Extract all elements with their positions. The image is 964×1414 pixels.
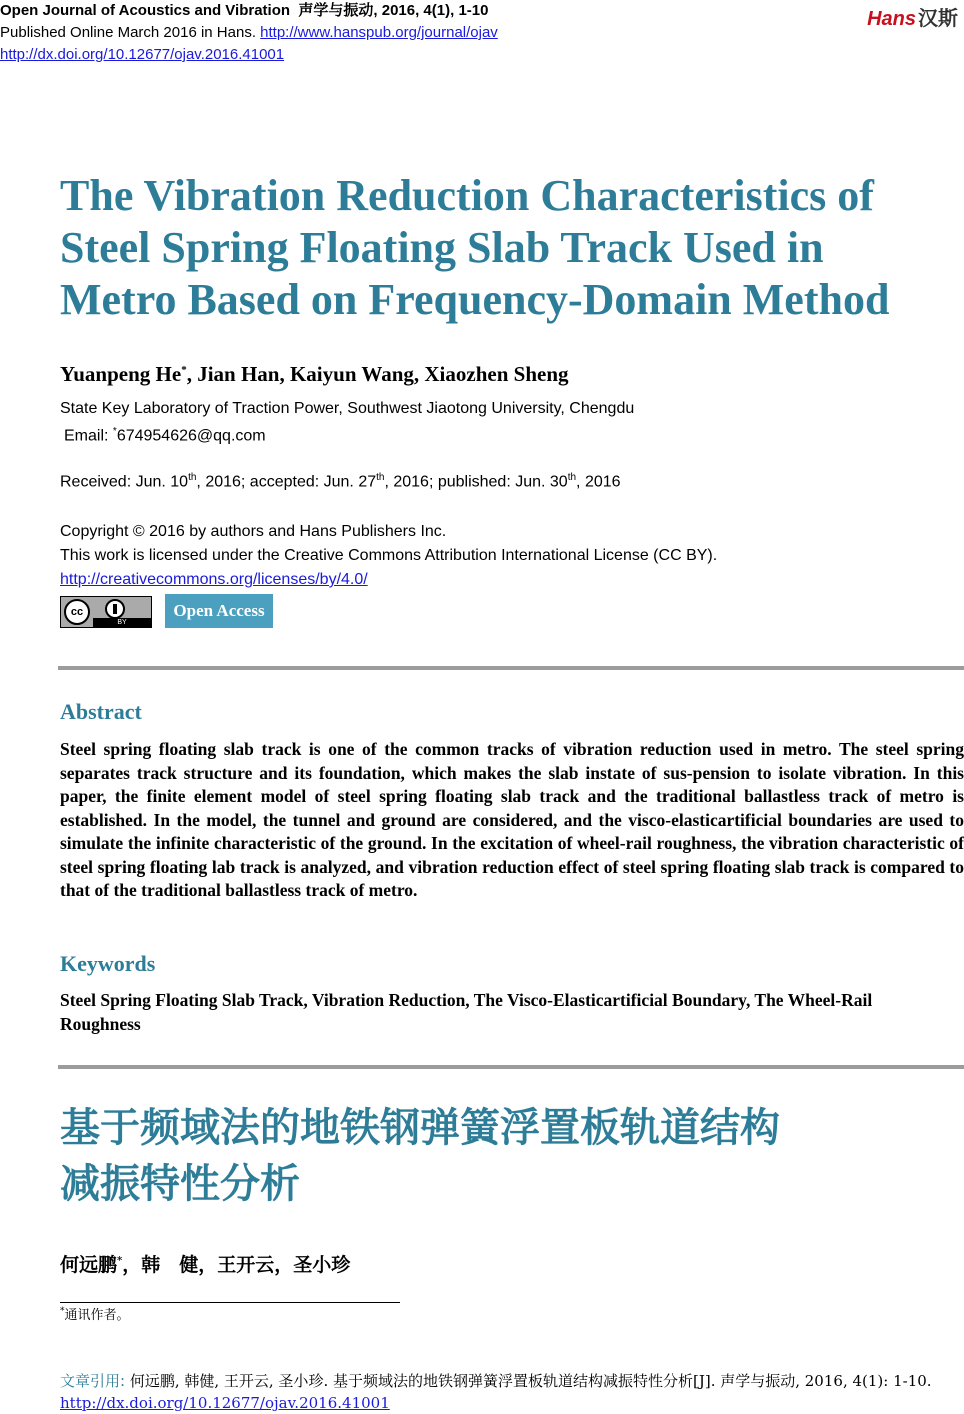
- chinese-title-line-1: 基于频域法的地铁钢弹簧浮置板轨道结构: [60, 1105, 780, 1151]
- citation-doi-link[interactable]: http://dx.doi.org/10.12677/ojav.2016.41001: [60, 1394, 390, 1412]
- author-first: Yuanpeng He: [60, 362, 182, 386]
- accepted-sup: th: [376, 472, 385, 483]
- logo-cn: 汉斯: [918, 8, 958, 30]
- abstract-text: Steel spring floating slab track is one of the common tracks of vibration reduction used in metro. The steel spring separates track structure and its foundation, which makes the slab instate of sus-pension to isolate vibration. In this paper, the finite element model of steel spring floating slab track and the traditional ballastless track of metro is established. In the model, the tunnel and ground are considered, and the visco-elasticartificial boundaries are used to simulate the infinite characteristic of the ground. In the excitation of wheel-rail roughness, the vibration characteristic of steel spring floating lab track is analyzed, and vibration reduction effect of steel spring floating slab track is compared to that of the traditional ballastless track of metro.: [60, 739, 964, 900]
- keywords-text: Steel Spring Floating Slab Track, Vibration Reduction, The Visco-Elasticartificial Boundary, The Wheel-Rail Roughness: [60, 990, 873, 1034]
- footnote: [60, 1304, 130, 1323]
- chinese-title: [60, 1100, 920, 1212]
- cc-by-badge[interactable]: [60, 596, 152, 628]
- received-sup: th: [188, 472, 197, 483]
- hans-logo: [867, 2, 958, 31]
- doi-link[interactable]: http://dx.doi.org/10.12677/ojav.2016.41001: [0, 46, 285, 63]
- by-label: BY: [93, 618, 151, 627]
- journal-line: [0, 0, 498, 22]
- dates-line: [60, 472, 621, 491]
- logo-en: Hans: [867, 8, 916, 30]
- author-rest: , Jian Han, Kaiyun Wang, Xiaozhen Sheng: [186, 362, 569, 386]
- email-label: Email:: [64, 427, 113, 445]
- journal-link[interactable]: http://www.hanspub.org/journal/ojav: [260, 24, 498, 41]
- section-divider-2: [58, 1065, 964, 1069]
- copyright-line: Copyright © 2016 by authors and Hans Publishers Inc.: [60, 523, 447, 540]
- email-address: 674954626@qq.com: [116, 427, 266, 445]
- cn-author-rest: ，韩 健，王开云，圣小珍: [122, 1254, 351, 1276]
- license-link[interactable]: http://creativecommons.org/licenses/by/4.0/: [60, 571, 368, 588]
- attribution-icon: [105, 599, 125, 619]
- accepted-date: , 2016; accepted: Jun. 27: [196, 473, 377, 491]
- chinese-title-line-2: 减振特性分析: [60, 1161, 300, 1207]
- footnote-text: 通讯作者。: [64, 1308, 130, 1323]
- published-sup: th: [567, 472, 577, 483]
- email-line: [64, 426, 266, 445]
- received-date: Received: Jun. 10: [60, 473, 189, 491]
- cn-author-mark: *: [117, 1255, 123, 1267]
- paper-title: The Vibration Reduction Characteristics of Steel Spring Floating Slab Track Used in Metro Based on Frequency-Domain Method: [60, 171, 890, 324]
- citation: [60, 1370, 964, 1414]
- email-mark: *: [112, 426, 117, 437]
- affiliation: State Key Laboratory of Traction Power, Southwest Jiaotong University, Chengdu: [60, 400, 635, 417]
- journal-name: Open Journal of Acoustics and Vibration: [0, 2, 291, 19]
- footnote-rule: [60, 1302, 400, 1303]
- corresponding-mark: *: [181, 364, 187, 376]
- published-line: [0, 22, 498, 44]
- abstract-heading: Abstract: [60, 699, 142, 724]
- journal-header: [0, 0, 498, 66]
- citation-label: 文章引用:: [60, 1372, 130, 1390]
- open-access-badge: Open Access: [165, 594, 273, 628]
- dates-tail: , 2016: [576, 473, 621, 491]
- license-line: This work is licensed under the Creative Commons Attribution International License (CC BY).: [60, 547, 718, 564]
- citation-text: 何远鹏, 韩健, 王开云, 圣小珍. 基于频域法的地铁钢弹簧浮置板轨道结构减振特性分析[J]. 声学与振动, 2016, 4(1): 1-10.: [129, 1372, 932, 1390]
- chinese-authors: [60, 1250, 350, 1277]
- published-date: , 2016; published: Jun. 30: [384, 473, 568, 491]
- keywords-heading: Keywords: [60, 951, 156, 976]
- journal-name-cn: 声学与振动, 2016, 4(1), 1-10: [298, 2, 489, 19]
- cn-author-first: 何远鹏: [60, 1254, 118, 1276]
- footnote-mark: *: [60, 1306, 65, 1317]
- cc-icon: cc: [64, 599, 90, 625]
- published-text: Published Online March 2016 in Hans.: [0, 24, 256, 41]
- author-list: [60, 362, 569, 387]
- section-divider: [58, 666, 964, 670]
- copyright-block: [60, 520, 717, 592]
